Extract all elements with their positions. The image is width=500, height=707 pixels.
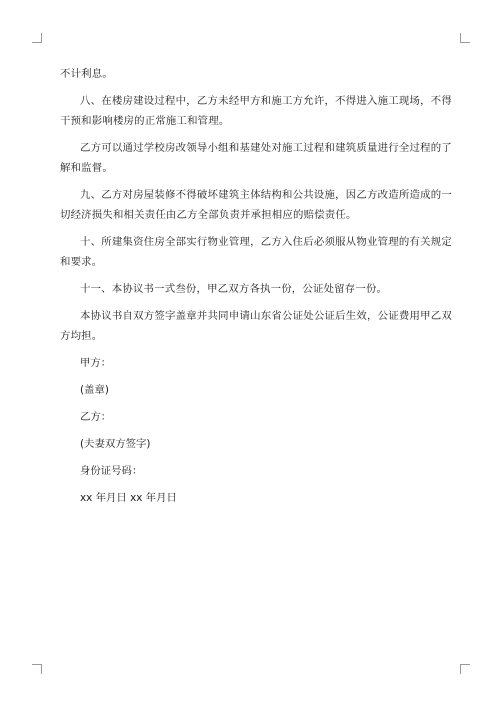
document-body	[60, 64, 452, 515]
crop-mark-top-left	[32, 33, 42, 43]
date-line: xx 年月日 xx 年月日	[80, 492, 177, 504]
paragraph-supervision: 乙方可以通过学校房改领导小组和基建处对施工过程和建筑质量进行全过程的了解和监督。	[60, 142, 452, 174]
paragraph-clause-9: 九、乙方对房屋装修不得破坏建筑主体结构和公共设施，因乙方改造所造成的一切经济损失和相关责任由乙方全部负责并承担相应的赔偿责任。	[60, 189, 452, 221]
paragraph-clause-10: 十、所建集资住房全部实行物业管理，乙方入住后必须服从物业管理的有关规定和要求。	[60, 236, 452, 268]
paragraph-clause-11: 十一、本协议书一式叁份，甲乙双方各执一份，公证处留存一份。	[80, 283, 388, 295]
crop-mark-bottom-right	[460, 664, 470, 674]
party-a-label: 甲方：	[80, 357, 112, 369]
paragraph-continuation: 不计利息。	[60, 68, 113, 80]
party-b-label: 乙方：	[80, 411, 112, 423]
paragraph-effectiveness: 本协议书自双方签字盖章并共同申请山东省公证处公证后生效，公证费用甲乙双方均担。	[60, 310, 452, 342]
paragraph-clause-8: 八、在楼房建设过程中，乙方未经甲方和施工方允许，不得进入施工现场，不得干预和影响楼房的正常施工和管理。	[60, 95, 452, 127]
party-b-signature: (夫妻双方签字)	[80, 438, 151, 450]
id-number-label: 身份证号码：	[80, 465, 143, 477]
crop-mark-bottom-left	[32, 664, 42, 674]
party-a-seal: (盖章)	[80, 384, 109, 396]
crop-mark-top-right	[460, 33, 470, 43]
